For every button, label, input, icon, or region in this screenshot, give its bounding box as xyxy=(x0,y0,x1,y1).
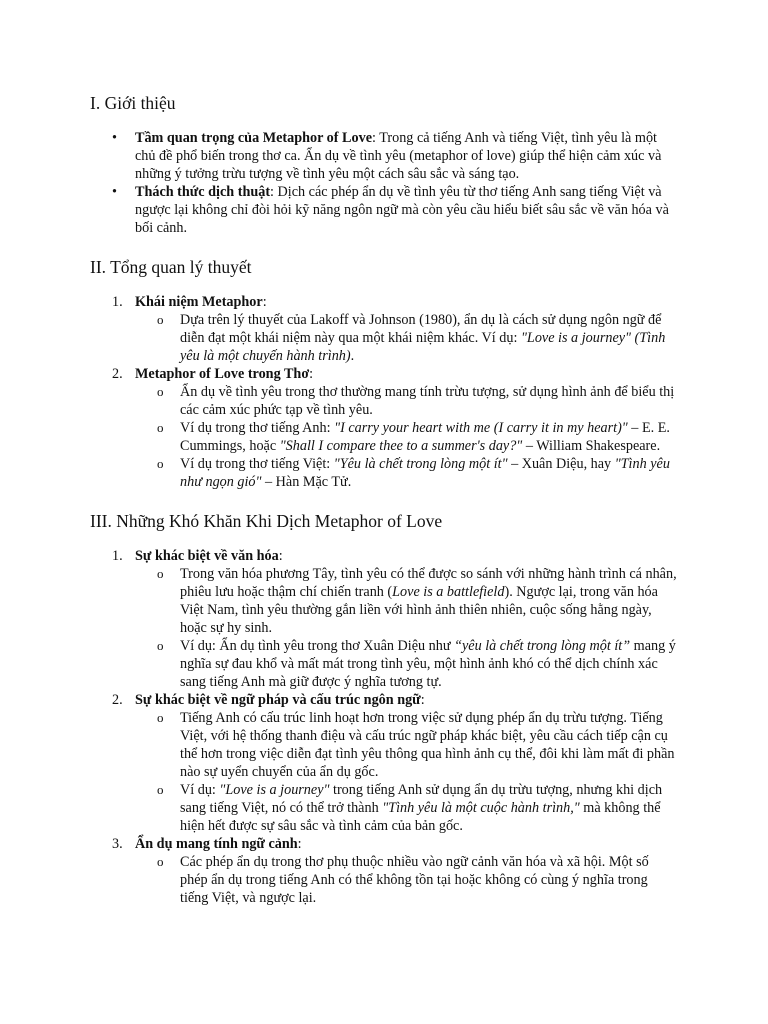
text: Ví dụ: Ẩn dụ tình yêu trong thơ Xuân Diệu như xyxy=(180,638,455,654)
text: Ẩn dụ về tình yêu trong thơ thường mang tính trừu tượng, sử dụng hình ảnh để biểu thị các cảm xúc phức tạp về tình yêu. xyxy=(180,384,675,418)
text: – Xuân Diệu, hay xyxy=(507,456,615,472)
term: Tầm quan trọng của Metaphor of Love xyxy=(135,130,372,146)
list-item xyxy=(90,691,678,835)
colon: : xyxy=(262,294,267,310)
text: trong tiếng Anh sử dụng ẩn dụ trừu tượng, nhưng khi dịch sang tiếng Việt, nó có thể trở thành xyxy=(180,782,663,816)
quote: "Love is a journey" xyxy=(219,782,330,798)
sub-item xyxy=(135,781,678,835)
sub-item xyxy=(135,565,678,637)
text: mang ý nghĩa sự đau khổ và mất mát trong tình yêu, một hình ảnh khó có thể dịch chính xác sang tiếng Anh mà giữ được ý nghĩa tương tự. xyxy=(180,638,676,690)
list-item xyxy=(90,183,678,237)
text: : Dịch các phép ẩn dụ về tình yêu từ thơ tiếng Anh sang tiếng Việt và ngược lại không chỉ đòi hỏi kỹ năng ngôn ngữ mà còn yêu cầu hiểu biết sâu sắc về văn hóa và bối cảnh. xyxy=(135,184,669,236)
section-heading-introduction: I. Giới thiệu xyxy=(90,93,176,113)
term: Thách thức dịch thuật xyxy=(135,184,271,200)
text: . xyxy=(350,348,355,364)
item-number: 1. xyxy=(112,548,123,564)
list-item xyxy=(90,835,678,907)
theory-numbered-list xyxy=(90,293,678,491)
quote: Love is a battlefield xyxy=(392,584,505,600)
sub-list xyxy=(135,311,678,365)
difficulties-numbered-list xyxy=(90,547,678,907)
sub-item xyxy=(135,637,678,691)
term: Sự khác biệt về văn hóa xyxy=(135,548,279,564)
term: Metaphor of Love trong Thơ xyxy=(135,366,310,382)
text: Trong văn hóa phương Tây, tình yêu có thể được so sánh với những hành trình cá nhân, phiêu lưu hoặc thậm chí chiến tranh ( xyxy=(180,566,677,600)
quote: "Love is a journey" (Tình yêu là một chuyến hành trình) xyxy=(180,330,666,364)
text: Tiếng Anh có cấu trúc linh hoạt hơn trong việc sử dụng phép ẩn dụ trừu tượng. Tiếng Việt, với hệ thống thanh điệu và cấu trúc ngữ pháp khác biệt, yêu cầu cách tiếp cận cụ thể hơn trong việc diễn đạt tình yêu thông qua hình ảnh cụ thể, đôi khi làm mất đi phần nào sự uyển chuyển của ẩn dụ gốc. xyxy=(180,710,675,780)
text: Ví dụ: xyxy=(180,782,220,798)
text: – William Shakespeare. xyxy=(522,438,661,454)
quote: "I carry your heart with me (I carry it in my heart)" xyxy=(334,420,628,436)
quote: "Tình yêu như ngọn gió" xyxy=(180,456,670,490)
text: mà không thể hiện hết được sự sâu sắc và tình cảm của bản gốc. xyxy=(180,800,661,834)
quote: "Tình yêu là một cuộc hành trình," xyxy=(382,800,580,816)
sub-list xyxy=(135,565,678,691)
text: – E. E. Cummings, hoặc xyxy=(180,420,670,454)
text: Ví dụ trong thơ tiếng Anh: xyxy=(180,420,335,436)
sub-list xyxy=(135,853,678,907)
text: Các phép ẩn dụ trong thơ phụ thuộc nhiều vào ngữ cảnh văn hóa và xã hội. Một số phép ẩn dụ trong tiếng Anh có thể không tồn tại hoặc không có cùng ý nghĩa trong tiếng Việt, và ngược lại. xyxy=(180,854,649,906)
sub-item xyxy=(135,383,678,419)
item-number: 2. xyxy=(112,692,123,708)
term: Sự khác biệt về ngữ pháp và cấu trúc ngôn ngữ xyxy=(135,692,421,708)
sub-item xyxy=(135,311,678,365)
quote: "Shall I compare thee to a summer's day?" xyxy=(279,438,523,454)
section-heading-difficulties: III. Những Khó Khăn Khi Dịch Metaphor of Love xyxy=(90,511,443,531)
text: : Trong cả tiếng Anh và tiếng Việt, tình yêu là một chủ đề phổ biến trong thơ ca. Ẩn dụ về tình yêu (metaphor of love) giúp thể hiện cảm xúc và những ý tưởng trừu tượng về tình yêu một cách sâu sắc và sáng tạo. xyxy=(135,130,662,182)
text: ). Ngược lại, trong văn hóa Việt Nam, tình yêu thường gắn liền với hình ảnh thiên nhiên, cuộc sống hằng ngày, hoặc sự hy sinh. xyxy=(180,584,658,636)
text: Dựa trên lý thuyết của Lakoff và Johnson (1980), ẩn dụ là cách sử dụng ngôn ngữ để diễn đạt một khái niệm này qua một khái niệm khác. Ví dụ: xyxy=(180,312,662,346)
colon: : xyxy=(278,548,283,564)
intro-bullet-list xyxy=(90,129,678,237)
text: Ví dụ trong thơ tiếng Việt: xyxy=(180,456,334,472)
sub-list xyxy=(135,383,678,491)
section-heading-theory: II. Tổng quan lý thuyết xyxy=(90,257,252,277)
quote: “yêu là chết trong lòng một ít” xyxy=(454,638,631,654)
item-number: 2. xyxy=(112,366,123,382)
list-item xyxy=(90,293,678,365)
sub-item xyxy=(135,709,678,781)
term: Khái niệm Metaphor xyxy=(135,294,263,310)
colon: : xyxy=(297,836,302,852)
quote: "Yêu là chết trong lòng một ít" xyxy=(333,456,508,472)
colon: : xyxy=(420,692,425,708)
list-item xyxy=(90,547,678,691)
list-item xyxy=(90,365,678,491)
sub-item xyxy=(135,853,678,907)
item-number: 1. xyxy=(112,294,123,310)
colon: : xyxy=(309,366,314,382)
list-item xyxy=(90,129,678,183)
term: Ẩn dụ mang tính ngữ cảnh xyxy=(135,836,298,852)
sub-item xyxy=(135,455,678,491)
sub-list xyxy=(135,709,678,835)
text: – Hàn Mặc Tử. xyxy=(261,474,352,490)
item-number: 3. xyxy=(112,836,123,852)
sub-item xyxy=(135,419,678,455)
